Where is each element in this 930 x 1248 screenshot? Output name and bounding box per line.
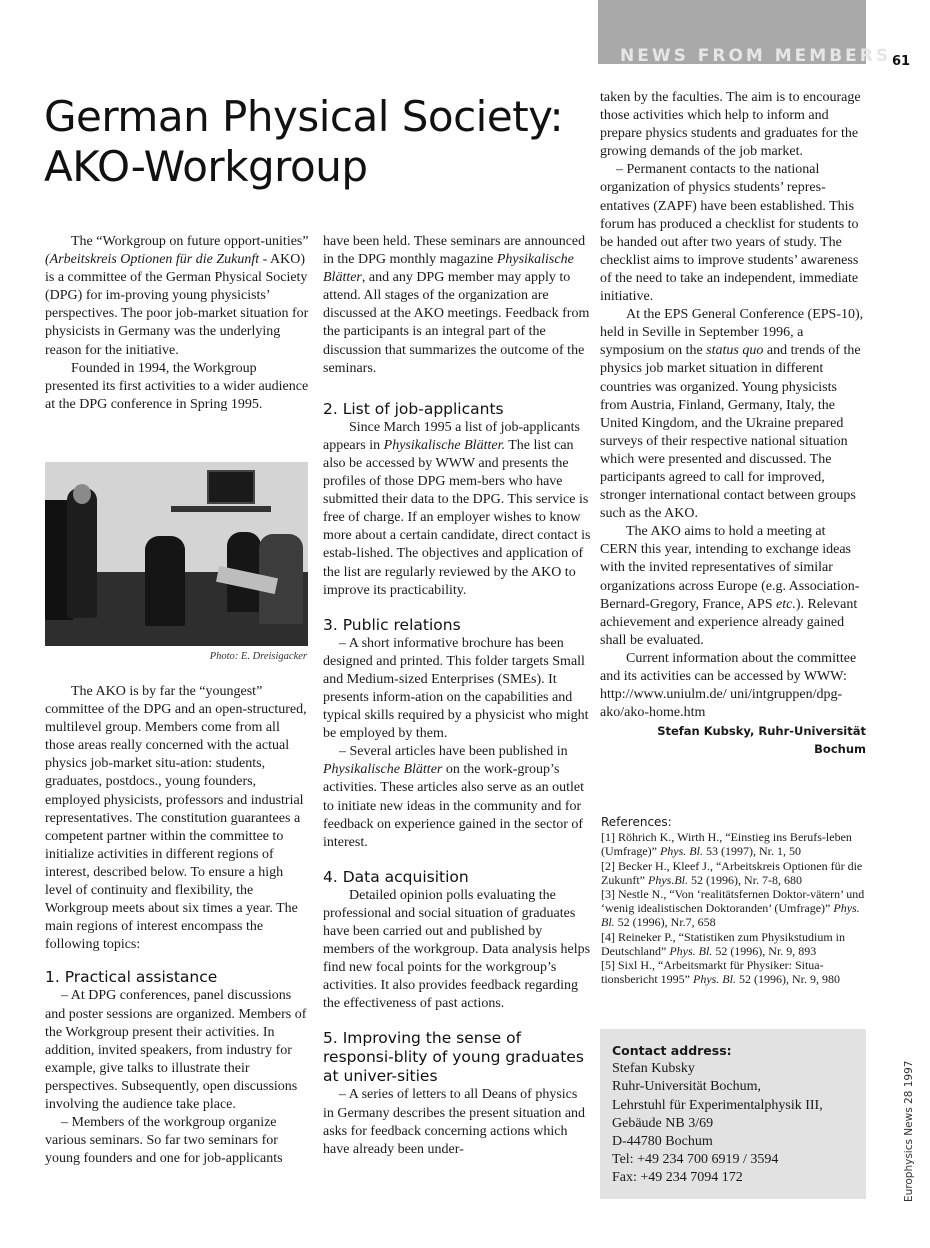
paragraph: – Permanent contacts to the national organization of physics students’ repres-entatives (ZAPF) have been established. This forum has produced a checklist for students to be handed out after two years of study. The checklist aims to improve students’ awareness of the need to take an independent, immediate initiative. [600, 162, 859, 305]
reference-item: [3] Nestle N., “Von ‘realitätsfernen Doktor-vätern’ und ‘wenig idealistischen Doktoranden’ (Umfrage)” Phys. Bl. 52 (1996), Nr.7, 658 [601, 887, 865, 930]
column-3 [600, 89, 866, 758]
author-signature: Stefan Kubsky, Ruhr-Universität Bochum [657, 724, 866, 757]
reference-item: [2] Becker H., Kleef J., “Arbeitskreis Optionen für die Zukunft” Phys.Bl. 52 (1996), Nr. 7-8, 680 [601, 858, 863, 887]
paragraph: – Several articles have been published in Physikalische Blätter on the work-group’s activities. These articles also serve as an outlet to initiate new ideas in the community and for feedback on experience gained in the sector of interest. [323, 744, 584, 850]
contact-line: D-44780 Bochum [612, 1134, 713, 1150]
column-1-bottom [45, 683, 311, 1168]
section-heading: 1. Practical assistance [45, 968, 218, 987]
column-1-top [45, 233, 311, 414]
paragraph: – At DPG conferences, panel discussions and poster sessions are organized. Members of the Workgroup present their activities. In addition, invited speakers, from industry for example, give talks to illustrate their perspectives. Subsequently, open discussions involving the audience take place. [45, 988, 307, 1112]
contact-box [600, 1029, 866, 1199]
article-title [44, 92, 564, 192]
contact-line: Stefan Kubsky [612, 1061, 695, 1077]
contact-line: Ruhr-Universität Bochum, [612, 1079, 762, 1095]
contact-line: Fax: +49 234 7094 172 [612, 1170, 743, 1186]
section-heading: 4. Data acquisition [323, 867, 469, 886]
paragraph: Founded in 1994, the Workgroup presented its first activities to a wider audience at the DPG conference in Spring 1995. [45, 360, 309, 412]
title-line-2: AKO-Workgroup [44, 142, 368, 191]
title-line-1: German Physical Society: [44, 92, 564, 141]
page-number: 61 [892, 54, 911, 69]
reference-item: [5] Sixl H., “Arbeitsmarkt für Physiker: Situa-tionsbericht 1995” Phys. Bl. 52 (1996), Nr. 9, 980 [601, 958, 840, 987]
references-title: References: [601, 815, 672, 829]
photo-credit: Photo: E. Dreisigacker [209, 651, 307, 662]
paragraph: – Members of the workgroup organize various seminars. So far two seminars for young founders and one for job-applicants [45, 1115, 283, 1167]
section-heading: 3. Public relations [323, 615, 461, 634]
paragraph: The AKO is by far the “youngest” committee of the DPG and an open-structured, multilevel group. Members come from all those areas really concerned with the actual physics job-market situ-ation: students, graduates, postdocs., young founders, employed physicists, professors and industrial representatives. The constitution guarantees a competent partner within the committee to initialize activities in different regions of interest, described below. To ensure a high level of continuity and flexibility, the Workgroup meets about six times a year. The main regions of interest encompass the following topics: [45, 684, 307, 953]
paragraph: Since March 1995 a list of job-applicants appears in Physikalische Blätter. The list can also be accessed by WWW and presents the profiles of those DPG mem-bers who have submitted their data to the DPG. This service is free of charge. If an employer wishes to know more about a certain candidate, direct contact is estab-lished. The objectives and application of the list are regularly reviewed by the AKO to improve its practicability. [323, 419, 591, 598]
references [601, 815, 867, 986]
paragraph: – A series of letters to all Deans of physics in Germany describes the present situation and asks for feedback concerning actions which have already been under- [323, 1087, 586, 1157]
contact-heading: Contact address: [612, 1043, 732, 1058]
section-heading: 5. Improving the sense of responsi-blity of young graduates at univer-sities [323, 1029, 584, 1086]
journal-label: Europhysics News 28 1997 [903, 1060, 915, 1202]
paragraph: taken by the faculties. The aim is to encourage those activities which help to inform and prepare physics students and graduates for the growing demands of the job market. [600, 90, 861, 160]
group-photo [45, 462, 308, 646]
contact-line: Tel: +49 234 700 6919 / 3594 [612, 1152, 779, 1168]
paragraph: The “Workgroup on future opport-unities” (Arbeitskreis Optionen für die Zukunft - AKO) is a committee of the German Physical Society (DPG) for im-proving young physicists’ perspectives. The poor job-market situation for physicists in Germany was the underlying reason for the initiative. [45, 234, 309, 358]
paragraph: At the EPS General Conference (EPS-10), held in Seville in September 1996, a symposium on the status quo and trends of the physics job market situation in different countries was organized. Young physicists from Austria, Finland, Germany, Italy, the United Kingdom, and the Ukraine prepared surveys of their respective national situation which were presented and discussed. The participants agreed to call for improved, stronger international contact between groups such as the AKO. [600, 307, 864, 522]
television-icon [207, 470, 255, 504]
section-heading: 2. List of job-applicants [323, 399, 504, 418]
section-label: NEWS FROM MEMBERS [620, 46, 892, 66]
reference-item: [1] Röhrich K., Wirth H., “Einstieg ins Berufs-leben (Umfrage)” Phys. Bl. 53 (1997), Nr. 1, 50 [601, 830, 852, 859]
column-2 [323, 233, 591, 1159]
contact-line: Lehrstuhl für Experimentalphysik III, [612, 1097, 823, 1113]
paragraph: Current information about the committee and its activities can be accessed by WWW: http://www.uniulm.de/ uni/intgruppen/dpg-ako/ako-home.htm [600, 650, 857, 721]
contact-line: Gebäude NB 3/69 [612, 1115, 714, 1131]
paragraph: The AKO aims to hold a meeting at CERN this year, intending to exchange ideas with the invited representatives of similar organizations across Europe (e.g. Association-Bernard-Gregory, France, APS etc.). Relevant achievement and experience already gained shall be evaluated. [600, 524, 860, 648]
paragraph: Detailed opinion polls evaluating the professional and social situation of graduates have been carried out and published by members of the workgroup. Data analysis helps find new focal points for the workgroup’s activities. It also provides feedback regarding the effectiveness of past actions. [323, 887, 591, 1012]
paragraph: – A short informative brochure has been designed and printed. This folder targets Small and Medium-sized Enterprises (SMEs). It presents inform-ation on the capabilities and typical skills required by a physicist who might be employed by them. [323, 635, 589, 742]
reference-item: [4] Reineker P., “Statistiken zum Physikstudium in Deutschland” Phys. Bl. 52 (1996), Nr. 9, 893 [601, 929, 845, 958]
paragraph: have been held. These seminars are announced in the DPG monthly magazine Physikalische Blätter, and any DPG member may apply to attend. All stages of the organization are discussed at the AKO meetings. Feedback from the participants is an integral part of the discussion that summarizes the outcome of the seminars. [323, 234, 590, 376]
